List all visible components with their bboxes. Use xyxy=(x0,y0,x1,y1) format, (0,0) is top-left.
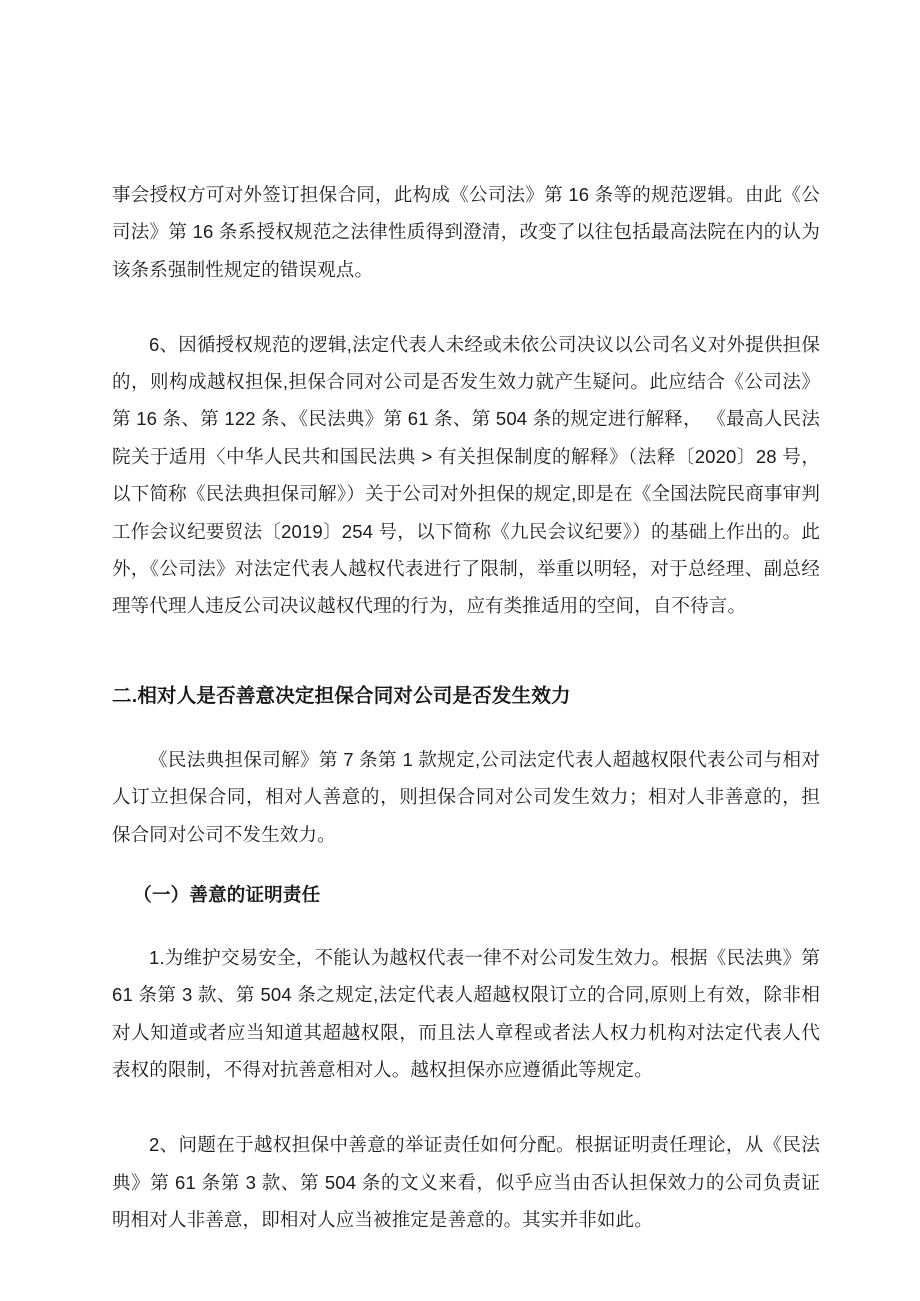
subheading-spacer-top xyxy=(112,853,820,880)
heading-spacer-top xyxy=(112,625,820,681)
paragraph-item-1: 1.为维护交易安全，不能认为越权代表一律不对公司发生效力。根据《民法典》第 61 条第 3 款、第 504 条之规定,法定代表人超越权限订立的合同,原则上有效，除非相对人知道或者应当知道其超越权限，而且法人章程或者法人权力机构对法定代表人代表权的限制，不得对抗善意相对人。越权担保亦应遵循此等规定。 xyxy=(112,947,820,1081)
heading-spacer-bottom xyxy=(112,711,820,741)
section-heading-two: 二.相对人是否善意决定担保合同对公司是否发生效力 xyxy=(112,684,571,707)
subheading-spacer-bottom xyxy=(112,910,820,939)
paragraph-spacer xyxy=(112,288,820,325)
subheading-proof-responsibility: （一）善意的证明责任 xyxy=(133,884,321,906)
paragraph-item-6: 6、因循授权规范的逻辑,法定代表人未经或未依公司决议以公司名义对外提供担保的，则构成越权担保,担保合同对公司是否发生效力就产生疑问。此应结合《公司法》第 16 条、第 122 条、《民法典》第 61 条、第 504 条的规定进行解释， 《最高人民法院关于适用〈中华人民共和国民法典 > 有关担保制度的解释》（法释〔2020〕28 号，以下简称《民法典担保司解》）关于公司对外担保的规定,即是在《全国法院民商事审判工作会议纪要贸法〔2019〕254 号，以下简称《九民会议纪要》）的基础上作出的。此外，《公司法》对法定代表人越权代表进行了限制，举重以明轻，对于总经理、副总经理等代理人违反公司决议越权代理的行为，应有类推适用的空间，自不待言。 xyxy=(112,333,820,617)
paragraph-spacer-2 xyxy=(112,1089,820,1126)
paragraph-item-2: 2、问题在于越权担保中善意的举证责任如何分配。根据证明责任理论，从《民法典》第 61 条第 3 款、第 504 条的文义来看，似乎应当由否认担保效力的公司负责证明相对人非善意，即相对人应当被推定是善意的。其实并非如此。 xyxy=(112,1134,820,1230)
document-content xyxy=(112,176,820,1238)
paragraph-continued: 事会授权方可对外签订担保合同，此构成《公司法》第 16 条等的规范逻辑。由此《公司法》第 16 条系授权规范之法律性质得到澄清，改变了以往包括最高法院在内的认为该条系强制性规定的错误观点。 xyxy=(112,184,820,280)
paragraph-section-intro: 《民法典担保司解》第 7 条第 1 款规定,公司法定代表人超越权限代表公司与相对人订立担保合同，相对人善意的，则担保合同对公司发生效力；相对人非善意的，担保合同对公司不发生效力。 xyxy=(112,748,820,845)
